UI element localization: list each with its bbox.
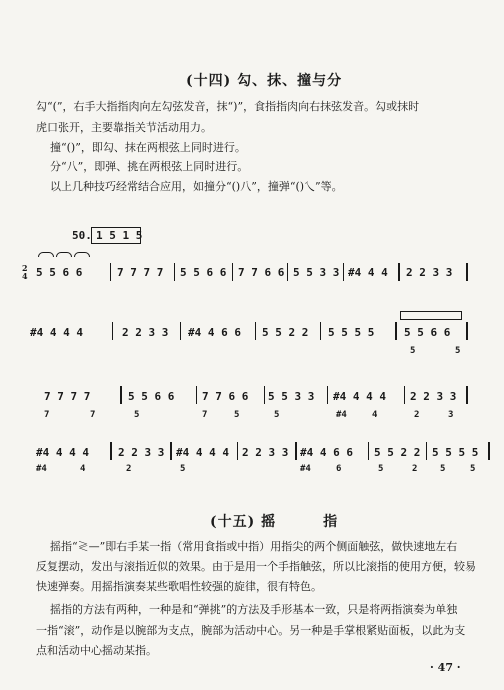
bass-note: 5 bbox=[470, 464, 476, 474]
pluck-mark bbox=[74, 252, 90, 257]
measure: 5 5 2 2 bbox=[262, 326, 309, 339]
barline bbox=[320, 322, 321, 340]
exercise-pattern: 1 5 1 5 bbox=[96, 229, 143, 242]
staff-row-2 bbox=[0, 308, 504, 358]
pluck-mark bbox=[56, 252, 72, 257]
bass-note: 7 bbox=[90, 410, 96, 420]
paragraph-line: 勾“(”，右手大指指肉向左勾弦发音，抹“)”，食指指肉向右抹弦发音。勾或抹时 bbox=[36, 100, 420, 113]
measure: 2 2 3 3 bbox=[122, 326, 169, 339]
paragraph-line: 反复摆动，发出与滚指近似的效果。由于是用一个手指触弦，所以比滚指的使用方便，较易 bbox=[36, 560, 476, 573]
paragraph-line: 虎口张开，主要靠指关节活动用力。 bbox=[36, 121, 212, 134]
measure: 5 5 6 6 bbox=[180, 266, 227, 279]
paragraph-line: 以上几种技巧经常结合应用，如撞分“()八”，撞弹“()乀”等。 bbox=[50, 180, 343, 193]
repeat-barline bbox=[398, 263, 400, 281]
page-number: · 47 · bbox=[430, 661, 461, 674]
paragraph-line: 点和活动中心摇动某指。 bbox=[36, 644, 157, 657]
bass-note: 5 bbox=[134, 410, 140, 420]
measure: 5 5 6 6 bbox=[404, 326, 451, 339]
meter-top: 2 bbox=[22, 263, 28, 273]
bass-note: 2 bbox=[126, 464, 132, 474]
paragraph-line: 摇指“≷—”即右手某一指（常用食指或中指）用指尖的两个侧面触弦，做快速地左右 bbox=[50, 540, 458, 553]
barline bbox=[368, 442, 369, 460]
barline bbox=[180, 322, 181, 340]
measure: 7 7 7 7 bbox=[44, 390, 91, 403]
measure: #4 4 4 4 bbox=[36, 446, 89, 459]
barline bbox=[327, 386, 328, 404]
bass-note: 7 bbox=[44, 410, 50, 420]
measure: 2 2 3 3 bbox=[410, 390, 457, 403]
barline bbox=[287, 263, 288, 281]
bass-note: #4 bbox=[336, 410, 347, 420]
bass-note: #4 bbox=[36, 464, 47, 474]
repeat-barline bbox=[395, 322, 397, 340]
measure: 5 5 3 3 bbox=[293, 266, 340, 279]
section-15-title: (十五) 摇 指 bbox=[210, 514, 339, 530]
end-barline bbox=[466, 263, 468, 281]
barline bbox=[196, 386, 197, 404]
bass-note: 5 bbox=[455, 346, 461, 356]
paragraph-line: 摇指的方法有两种，一种是和“弹挑”的方法及手形基本一致，只是将两指演奏为单独 bbox=[50, 603, 458, 616]
measure: #4 4 6 6 bbox=[188, 326, 241, 339]
measure: #4 4 4 4 bbox=[30, 326, 83, 339]
repeat-barline bbox=[120, 386, 122, 404]
bass-note: 5 bbox=[378, 464, 384, 474]
bass-note: 5 bbox=[410, 346, 416, 356]
repeat-barline bbox=[170, 442, 172, 460]
bass-note: 5 bbox=[440, 464, 446, 474]
barline bbox=[255, 322, 256, 340]
measure: 5 5 2 2 bbox=[374, 446, 421, 459]
measure: 7 7 6 6 bbox=[238, 266, 285, 279]
section-14-title: (十四) 勾、抹、撞与分 bbox=[186, 73, 343, 89]
repeat-barline bbox=[110, 442, 112, 460]
measure: 2 2 3 3 bbox=[242, 446, 289, 459]
paragraph-line: 一指“滚”，动作是以腕部为支点，腕部为活动中心。另一种是手掌根紧贴面板，以此为支 bbox=[36, 624, 466, 637]
paragraph-line: 快速弹奏。用摇指演奏某些歌唱性较强的旋律，很有特色。 bbox=[36, 580, 322, 593]
measure: 2 2 3 3 bbox=[406, 266, 453, 279]
bracket-mark bbox=[400, 311, 462, 320]
measure: #4 4 4 bbox=[348, 266, 388, 279]
barline bbox=[112, 322, 113, 340]
measure: 5 5 6 6 bbox=[36, 266, 83, 279]
measure: 7 7 6 6 bbox=[202, 390, 249, 403]
repeat-barline bbox=[295, 442, 297, 460]
measure: #4 4 4 4 bbox=[333, 390, 386, 403]
staff-row-3 bbox=[0, 372, 504, 422]
barline bbox=[110, 263, 111, 281]
paragraph-line: 撞“()”，即勾、抹在两根弦上同时进行。 bbox=[50, 141, 246, 154]
bass-note: 5 bbox=[274, 410, 280, 420]
exercise-number: 50. bbox=[72, 229, 92, 242]
bass-note: 3 bbox=[448, 410, 454, 420]
bass-note: 6 bbox=[336, 464, 342, 474]
measure: 5 5 5 5 bbox=[328, 326, 375, 339]
paragraph-line: 分“八”，即弹、挑在两根弦上同时进行。 bbox=[50, 160, 249, 173]
bass-note: 2 bbox=[414, 410, 420, 420]
barline bbox=[237, 442, 238, 460]
barline bbox=[264, 386, 265, 404]
end-barline bbox=[466, 386, 468, 404]
bass-note: 5 bbox=[234, 410, 240, 420]
bass-note: 2 bbox=[412, 464, 418, 474]
measure: #4 4 6 6 bbox=[300, 446, 353, 459]
meter-bottom: 4 bbox=[22, 271, 28, 281]
measure: #4 4 4 4 bbox=[176, 446, 229, 459]
measure: 7 7 7 7 bbox=[117, 266, 164, 279]
end-barline bbox=[466, 322, 468, 340]
bass-note: #4 bbox=[300, 464, 311, 474]
measure: 2 2 3 3 bbox=[118, 446, 165, 459]
bass-note: 5 bbox=[180, 464, 186, 474]
barline bbox=[343, 263, 344, 281]
bass-note: 7 bbox=[202, 410, 208, 420]
pluck-mark bbox=[38, 252, 54, 257]
staff-row-4 bbox=[0, 434, 504, 484]
barline bbox=[426, 442, 427, 460]
bass-note: 4 bbox=[80, 464, 86, 474]
barline bbox=[404, 386, 405, 404]
barline bbox=[232, 263, 233, 281]
staff-row-1 bbox=[0, 250, 504, 295]
measure: 5 5 3 3 bbox=[268, 390, 315, 403]
bass-note: 4 bbox=[372, 410, 378, 420]
measure: 5 5 5 5 bbox=[432, 446, 479, 459]
measure: 5 5 6 6 bbox=[128, 390, 175, 403]
end-barline bbox=[488, 442, 490, 460]
barline bbox=[174, 263, 175, 281]
